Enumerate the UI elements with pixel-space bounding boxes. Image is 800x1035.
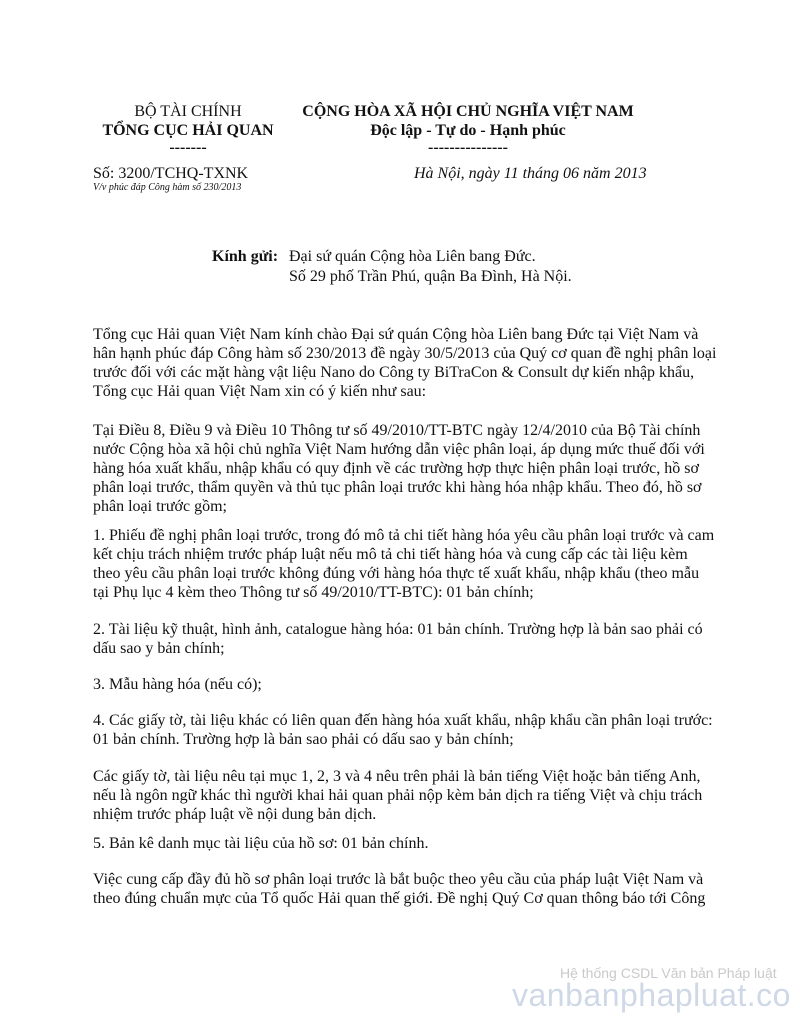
recipient-lines	[289, 247, 572, 287]
motto-divider: ---------------	[428, 139, 508, 156]
paragraph-item-4	[93, 711, 713, 749]
paragraph-language-requirement	[93, 767, 713, 824]
text-line: Các giấy tờ, tài liệu nêu tại mục 1, 2, 3 và 4 nêu trên phải là bản tiếng Việt hoặc bản tiếng Anh,	[93, 768, 701, 785]
recipient-line: Đại sứ quán Cộng hòa Liên bang Đức.	[289, 248, 536, 265]
text-line: 3. Mẫu hàng hóa (nếu có);	[93, 676, 262, 693]
national-motto: Độc lập - Tự do - Hạnh phúc	[370, 122, 566, 139]
department-name: TỔNG CỤC HẢI QUAN	[102, 122, 274, 139]
issuer-divider: -------	[169, 139, 207, 156]
paragraph-item-3	[93, 675, 713, 694]
text-line: hàng hóa xuất khẩu, nhập khẩu có quy định về các trường hợp thực hiện phân loại trước, hồ sơ	[93, 460, 699, 477]
text-line: Tổng cục Hải quan Việt Nam kính chào Đại sứ quán Cộng hòa Liên bang Đức tại Việt Nam và	[93, 326, 699, 343]
text-line: tại Phụ lục 4 kèm theo Thông tư số 49/2010/TT-BTC): 01 bản chính;	[93, 584, 534, 601]
text-line: trước đối với các mặt hàng vật liệu Nano do Công ty BiTraCon & Consult dự kiến nhập khẩu,	[93, 364, 695, 381]
national-header	[288, 102, 648, 155]
watermark-site: vanbanphapluat.co	[512, 977, 791, 1013]
text-line: nước Cộng hòa xã hội chủ nghĩa Việt Nam hướng dẫn việc phân loại, áp dụng mức thuế đối với	[93, 441, 705, 458]
text-line: phân loại trước gồm;	[93, 498, 227, 515]
text-line: theo đúng chuẩn mực của Tổ quốc Hải quan thế giới. Đề nghị Quý Cơ quan thông báo tới Công	[93, 890, 706, 907]
recipient-line: Số 29 phố Trần Phú, quận Ba Đình, Hà Nội.	[289, 268, 572, 285]
text-line: nếu là ngôn ngữ khác thì người khai hải quan phải nộp kèm bản dịch ra tiếng Việt và chịu trách	[93, 787, 703, 804]
date-place: Hà Nội, ngày 11 tháng 06 năm 2013	[414, 165, 647, 182]
text-line: theo yêu cầu phân loại trước không đúng với hàng hóa thực tế xuất khẩu, nhập khẩu (theo mẫu	[93, 565, 700, 582]
recipient-label: Kính gửi:	[212, 248, 279, 265]
paragraph-item-1	[93, 526, 713, 602]
document-subject: V/v phúc đáp Công hàm số 230/2013	[93, 182, 242, 193]
issuer-block	[88, 102, 288, 155]
document-number: Số: 3200/TCHQ-TXNK	[93, 165, 249, 182]
text-line: 5. Bản kê danh mục tài liệu của hồ sơ: 01 bản chính.	[93, 835, 429, 852]
country-name: CỘNG HÒA XÃ HỘI CHỦ NGHĨA VIỆT NAM	[302, 103, 634, 120]
paragraph-conclusion	[93, 870, 713, 908]
text-line: Việc cung cấp đầy đủ hồ sơ phân loại trước là bắt buộc theo yêu cầu của pháp luật Việt Nam và	[93, 871, 704, 888]
text-line: Tổng cục Hải quan Việt Nam xin có ý kiến như sau:	[93, 383, 427, 400]
text-line: 2. Tài liệu kỹ thuật, hình ảnh, catalogue hàng hóa: 01 bản chính. Trường hợp là bản sao phải có	[93, 621, 703, 638]
text-line: Tại Điều 8, Điều 9 và Điều 10 Thông tư số 49/2010/TT-BTC ngày 12/4/2010 của Bộ Tài chính	[93, 422, 701, 439]
text-line: kết chịu trách nhiệm trước pháp luật nếu mô tả chi tiết hàng hóa và cung cấp các tài liệu kèm	[93, 546, 688, 563]
text-line: 1. Phiếu đề nghị phân loại trước, trong đó mô tả chi tiết hàng hóa yêu cầu phân loại trước và cam	[93, 527, 715, 544]
text-line: phân loại trước, thẩm quyền và thủ tục phân loại trước khi hàng hóa nhập khẩu. Theo đó, hồ sơ	[93, 479, 702, 496]
paragraph-legal-basis	[93, 421, 713, 516]
watermark-caption: Hệ thống CSDL Văn bản Pháp luật	[560, 965, 777, 981]
paragraph-intro	[93, 325, 717, 401]
text-line: hân hạnh phúc đáp Công hàm số 230/2013 đề ngày 30/5/2013 của Quý cơ quan đề nghị phân loại	[93, 345, 717, 362]
ministry-name: BỘ TÀI CHÍNH	[134, 103, 242, 120]
paragraph-item-5	[93, 834, 713, 853]
text-line: dấu sao y bản chính;	[93, 640, 225, 657]
text-line: 4. Các giấy tờ, tài liệu khác có liên quan đến hàng hóa xuất khẩu, nhập khẩu cần phân loại trước:	[93, 712, 713, 729]
text-line: 01 bản chính. Trường hợp là bản sao phải có dấu sao y bản chính;	[93, 731, 514, 748]
text-line: nhiệm trước pháp luật về nội dung bản dịch.	[93, 806, 377, 823]
paragraph-item-2	[93, 620, 713, 658]
